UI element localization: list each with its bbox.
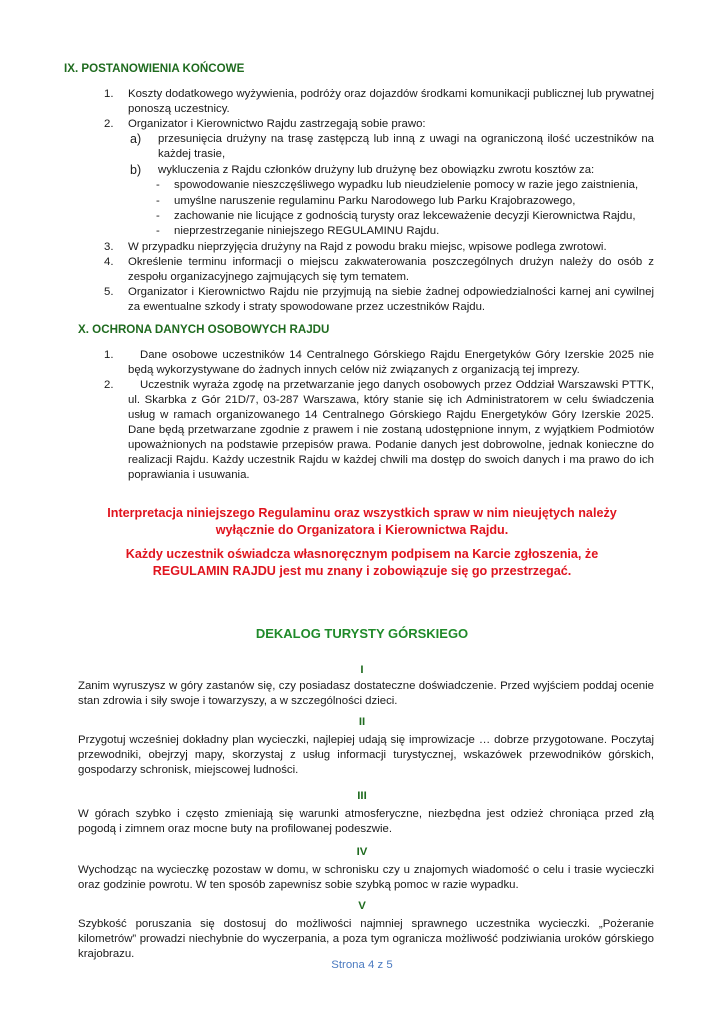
item-text: Uczestnik wyraża zgodę na przetwarzanie jego danych osobowych przez Oddział Warszawski PTTK, ul. Skarbka z Gór 21D/7, 03-287 Warszawa, który stanie się ich Administratorem w celu świadczenia usług w ramach organizowanego 14 Centralnego Górskiego Rajdu Energetyków Góry Izerskie 2025. Dane będą przetwarzane zgodnie z prawem i nie zostaną udostępnione innym, z wyjątkiem Podmiotów upoważnionych na podstawie przepisów prawa. Podanie danych jest dobrowolne, jednak konieczne do realizacji Rajdu. Każdy uczestnik Rajdu w każdej chwili ma dostęp do swoich danych i ma prawo do ich poprawiania i usuwania. bbox=[128, 379, 654, 481]
section-10-item-2 bbox=[104, 378, 654, 483]
dekalog-text: Szybkość poruszania się dostosuj do możliwości najmniej sprawnego uczestnika wycieczki. „Pożeranie kilometrów” prowadzi niechybnie do wyczerpania, a poza tym ogranicza możliwość podziwiania uroków górskiego krajobrazu. bbox=[78, 918, 654, 960]
dekalog-text: Przygotuj wcześniej dokładny plan wycieczki, najlepiej udają się improwizacje … dobrze przygotowane. Poczytaj przewodniki, obejrzyj mapy, skorzystaj z usług informacji turystycznej, wskazówek przewodników górskich, gospodarzy schronisk, miejscowej ludności. bbox=[78, 734, 654, 776]
section-9-item-1 bbox=[104, 87, 654, 117]
section-9-item-2 bbox=[104, 117, 654, 132]
dash-mark: - bbox=[156, 179, 160, 191]
item-text: Określenie terminu informacji o miejscu zakwaterowania poszczególnych drużyn należy do osób z zespołu organizacyjnego zajmujących się tym tematem. bbox=[128, 256, 654, 283]
dash-mark: - bbox=[156, 225, 160, 237]
section-9-item-4 bbox=[104, 255, 654, 285]
dash-mark: - bbox=[156, 195, 160, 207]
item-text: W przypadku nieprzyjęcia drużyny na Rajd z powodu braku miejsc, wpisowe podlega zwrotowi. bbox=[128, 241, 607, 253]
item-text: Organizator i Kierownictwo Rajdu zastrzegają sobie prawo: bbox=[128, 118, 426, 130]
section-10-heading: X. OCHRONA DANYCH OSOBOWYCH RAJDU bbox=[78, 323, 330, 336]
dash-mark: - bbox=[156, 210, 160, 222]
dash-text: umyślne naruszenie regulaminu Parku Narodowego lub Parku Krajobrazowego, bbox=[174, 195, 576, 207]
section-9-item-5 bbox=[104, 285, 654, 315]
notice-line: REGULAMIN RAJDU jest mu znany i zobowiązuje się go przestrzegać. bbox=[152, 564, 572, 578]
section-9-sub-b bbox=[130, 163, 654, 178]
dekalog-roman: I bbox=[360, 664, 364, 676]
dash-text: zachowanie nie licujące z godnością turysty oraz lekceważenie decyzji Kierownictwa Rajdu, bbox=[174, 210, 636, 222]
dekalog-roman: V bbox=[358, 900, 366, 912]
section-9-sub-a bbox=[130, 132, 654, 162]
notice-line: Każdy uczestnik oświadcza własnoręcznym podpisem na Karcie zgłoszenia, że bbox=[125, 547, 599, 561]
item-number: 4. bbox=[104, 256, 114, 268]
interpretation-notice bbox=[60, 505, 664, 539]
section-9-item-3 bbox=[104, 240, 654, 255]
dekalog-roman: IV bbox=[356, 846, 368, 858]
sub-letter: a) bbox=[130, 132, 142, 146]
item-number: 2. bbox=[104, 379, 114, 391]
dash-item bbox=[156, 209, 656, 224]
item-number: 1. bbox=[104, 88, 114, 100]
page-number: Strona 4 z 5 bbox=[331, 959, 393, 971]
item-number: 2. bbox=[104, 118, 114, 130]
dash-text: nieprzestrzeganie niniejszego REGULAMINU Rajdu. bbox=[174, 225, 440, 237]
item-number: 3. bbox=[104, 241, 114, 253]
item-number: 5. bbox=[104, 286, 114, 298]
dekalog-roman: III bbox=[357, 790, 367, 802]
dash-item bbox=[156, 224, 656, 239]
sub-text: wykluczenia z Rajdu członków drużyny lub drużynę bez obowiązku zwrotu kosztów za: bbox=[158, 164, 595, 176]
section-10-item-1 bbox=[104, 348, 654, 378]
item-text: Dane osobowe uczestników 14 Centralnego Górskiego Rajdu Energetyków Góry Izerskie 2025 nie będą wykorzystywane do żadnych innych celów niż związanych z organizacją tej imprezy. bbox=[128, 349, 654, 376]
dekalog-text: W górach szybko i często zmieniają się warunki atmosferyczne, niezbędna jest odzież chroniąca przed złą pogodą i zimnem oraz mocne buty na profilowanej podeszwie. bbox=[78, 808, 654, 835]
dekalog-title: DEKALOG TURYSTY GÓRSKIEGO bbox=[255, 626, 469, 641]
dash-item bbox=[156, 178, 656, 193]
sub-text: przesunięcia drużyny na trasę zastępczą lub inną z uwagi na ograniczoną ilość uczestników na każdej trasie, bbox=[158, 133, 654, 160]
section-9-heading: IX. POSTANOWIENIA KOŃCOWE bbox=[64, 62, 245, 75]
signature-notice bbox=[60, 546, 664, 580]
item-number: 1. bbox=[104, 349, 114, 361]
dash-item bbox=[156, 194, 656, 209]
notice-line: Interpretacja niniejszego Regulaminu oraz wszystkich spraw w nim nieujętych należy bbox=[107, 506, 617, 520]
item-text: Koszty dodatkowego wyżywienia, podróży oraz dojazdów środkami komunikacji publicznej lub prywatnej ponoszą uczestnicy. bbox=[128, 88, 654, 115]
dash-text: spowodowanie nieszczęśliwego wypadku lub nieudzielenie pomocy w razie jego zaistnienia, bbox=[174, 179, 639, 191]
sub-letter: b) bbox=[130, 163, 142, 177]
dekalog-text: Zanim wyruszysz w góry zastanów się, czy posiadasz dostateczne doświadczenie. Przed wyjściem poddaj ocenie stan zdrowia i siły swoje i towarzyszy, a w szczególności dzieci. bbox=[78, 680, 654, 707]
dekalog-text: Wychodząc na wycieczkę pozostaw w domu, w schronisku czy u znajomych wiadomość o celu i trasie wycieczki oraz godzinie powrotu. W ten sposób zapewnisz sobie szybką pomoc w razie wypadku. bbox=[78, 864, 654, 891]
dekalog-roman: II bbox=[358, 716, 366, 728]
notice-line: wyłącznie do Organizatora i Kierownictwa Rajdu. bbox=[215, 523, 509, 537]
item-text: Organizator i Kierownictwo Rajdu nie przyjmują na siebie żadnej odpowiedzialności karnej ani cywilnej za ewentualne szkody i straty spowodowane przez uczestników Rajdu. bbox=[128, 286, 654, 313]
